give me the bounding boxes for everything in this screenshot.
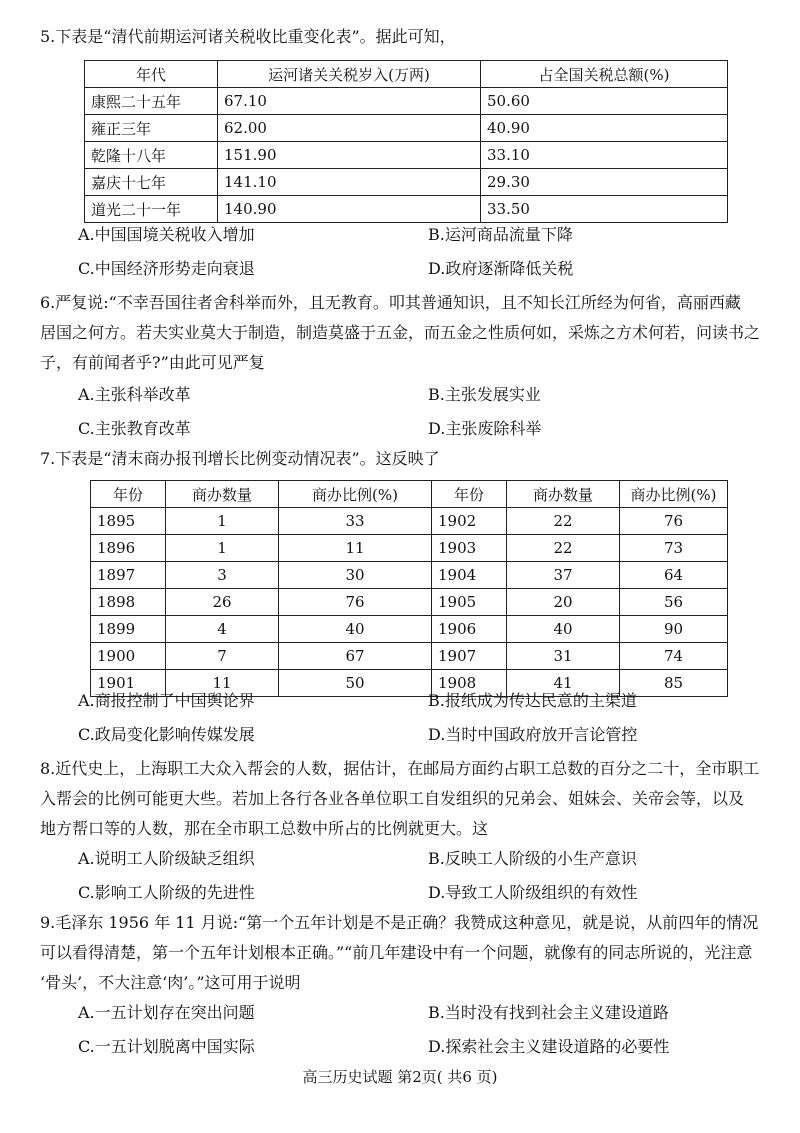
option-c[interactable]: C.政局变化影响传媒发展 bbox=[78, 725, 255, 744]
question-7-stem: 7.下表是“清末商办报刊增长比例变动情况表”。这反映了 bbox=[40, 449, 440, 468]
table-cell: 1896 bbox=[91, 535, 166, 562]
table-row bbox=[91, 616, 728, 643]
question-9 bbox=[40, 908, 780, 998]
option-a[interactable]: A.一五计划存在突出问题 bbox=[78, 1003, 255, 1022]
table-cell: 33.50 bbox=[481, 196, 728, 223]
table-cell: 141.10 bbox=[218, 169, 481, 196]
table-cell: 1905 bbox=[432, 589, 507, 616]
table-cell: 1895 bbox=[91, 508, 166, 535]
table-row bbox=[85, 169, 728, 196]
table-cell: 31 bbox=[507, 643, 620, 670]
option-a[interactable]: A.中国国境关税收入增加 bbox=[78, 225, 255, 244]
table-cell: 1899 bbox=[91, 616, 166, 643]
table-cell: 1907 bbox=[432, 643, 507, 670]
table-cell: 康熙二十五年 bbox=[85, 88, 218, 115]
table-cell: 33.10 bbox=[481, 142, 728, 169]
table-cell: 151.90 bbox=[218, 142, 481, 169]
option-b[interactable]: B.反映工人阶级的小生产意识 bbox=[428, 849, 637, 868]
table-cell: 22 bbox=[507, 535, 620, 562]
question-5-options bbox=[78, 218, 778, 286]
table-header: 年份 bbox=[432, 481, 507, 508]
option-c[interactable]: C.中国经济形势走向衰退 bbox=[78, 259, 255, 278]
question-7 bbox=[40, 444, 780, 474]
table-cell: 1 bbox=[166, 508, 279, 535]
question-5 bbox=[40, 22, 780, 52]
question-5-table bbox=[84, 60, 728, 223]
table-cell: 乾隆十八年 bbox=[85, 142, 218, 169]
option-b[interactable]: B.主张发展实业 bbox=[428, 385, 541, 404]
table-header: 商办数量 bbox=[507, 481, 620, 508]
table-cell: 1901 bbox=[91, 670, 166, 697]
table-cell: 1904 bbox=[432, 562, 507, 589]
table-cell: 29.30 bbox=[481, 169, 728, 196]
table-cell: 64 bbox=[620, 562, 728, 589]
table-cell: 1897 bbox=[91, 562, 166, 589]
table-cell: 20 bbox=[507, 589, 620, 616]
table-header: 商办比例(%) bbox=[620, 481, 728, 508]
table-cell: 11 bbox=[166, 670, 279, 697]
question-8-stem-line: 8.近代史上，上海职工大众入帮会的人数，据估计，在邮局方面约占职工总数的百分之二十，全市职工 bbox=[40, 759, 760, 778]
table-cell: 50.60 bbox=[481, 88, 728, 115]
table-cell: 76 bbox=[620, 508, 728, 535]
table-row bbox=[91, 643, 728, 670]
table-cell: 1 bbox=[166, 535, 279, 562]
table-row bbox=[91, 508, 728, 535]
question-6-options bbox=[78, 378, 778, 446]
table-cell: 道光二十一年 bbox=[85, 196, 218, 223]
table-header: 年份 bbox=[91, 481, 166, 508]
question-8-options bbox=[78, 842, 778, 910]
option-b[interactable]: B.运河商品流量下降 bbox=[428, 225, 573, 244]
option-b[interactable]: B.报纸成为传达民意的主渠道 bbox=[428, 691, 637, 710]
table-header: 年代 bbox=[85, 61, 218, 88]
question-9-stem-line: 可以看得清楚，第一个五年计划根本正确。”“前几年建设中有一个问题，就像有的同志所说的，光注意 bbox=[40, 943, 753, 962]
question-6-stem-line: 子，有前闻者乎?”由此可见严复 bbox=[40, 353, 265, 372]
option-d[interactable]: D.导致工人阶级组织的有效性 bbox=[428, 883, 638, 902]
option-d[interactable]: D.探索社会主义建设道路的必要性 bbox=[428, 1037, 670, 1056]
table-cell: 67 bbox=[279, 643, 432, 670]
table-cell: 33 bbox=[279, 508, 432, 535]
table-cell: 1900 bbox=[91, 643, 166, 670]
table-cell: 7 bbox=[166, 643, 279, 670]
table-cell: 1903 bbox=[432, 535, 507, 562]
question-9-stem-line: ‘骨头’，不大注意‘肉’。”这可用于说明 bbox=[40, 973, 301, 992]
question-8-stem-line: 入帮会的比例可能更大些。若加上各行各业各单位职工自发组织的兄弟会、姐妹会、关帝会等，以及 bbox=[40, 789, 745, 808]
option-b[interactable]: B.当时没有找到社会主义建设道路 bbox=[428, 1003, 669, 1022]
option-d[interactable]: D.当时中国政府放开言论管控 bbox=[428, 725, 638, 744]
table-cell: 40 bbox=[507, 616, 620, 643]
question-6-stem-line: 居国之何方。若夫实业莫大于制造，制造莫盛于五金，而五金之性质何如，采炼之方术何若，问读书之 bbox=[40, 323, 761, 342]
table-cell: 1908 bbox=[432, 670, 507, 697]
table-cell: 30 bbox=[279, 562, 432, 589]
option-a[interactable]: A.说明工人阶级缺乏组织 bbox=[78, 849, 255, 868]
table-cell: 76 bbox=[279, 589, 432, 616]
table-cell: 50 bbox=[279, 670, 432, 697]
question-9-options bbox=[78, 996, 778, 1064]
table-cell: 1902 bbox=[432, 508, 507, 535]
table-cell: 56 bbox=[620, 589, 728, 616]
table-header: 商办数量 bbox=[166, 481, 279, 508]
table-row bbox=[91, 589, 728, 616]
table-row bbox=[91, 562, 728, 589]
table-cell: 37 bbox=[507, 562, 620, 589]
table-cell: 90 bbox=[620, 616, 728, 643]
table-cell: 1906 bbox=[432, 616, 507, 643]
table-cell: 62.00 bbox=[218, 115, 481, 142]
table-header-row bbox=[85, 61, 728, 88]
table-cell: 雍正三年 bbox=[85, 115, 218, 142]
table-row bbox=[91, 535, 728, 562]
table-header: 运河诸关关税岁入(万两) bbox=[218, 61, 481, 88]
option-a[interactable]: A.商报控制了中国舆论界 bbox=[78, 691, 255, 710]
question-6 bbox=[40, 288, 780, 378]
option-c[interactable]: C.影响工人阶级的先进性 bbox=[78, 883, 255, 902]
table-row bbox=[85, 88, 728, 115]
table-cell: 73 bbox=[620, 535, 728, 562]
table-cell: 1898 bbox=[91, 589, 166, 616]
question-7-options bbox=[78, 684, 778, 752]
question-8-stem-line: 地方帮口等的人数，那在全市职工总数中所占的比例就更大。这 bbox=[40, 819, 489, 838]
option-d[interactable]: D.政府逐渐降低关税 bbox=[428, 259, 574, 278]
option-d[interactable]: D.主张废除科举 bbox=[428, 419, 542, 438]
table-row bbox=[85, 142, 728, 169]
table-cell: 40.90 bbox=[481, 115, 728, 142]
table-header: 商办比例(%) bbox=[279, 481, 432, 508]
table-header-row bbox=[91, 481, 728, 508]
table-cell: 67.10 bbox=[218, 88, 481, 115]
table-cell: 3 bbox=[166, 562, 279, 589]
question-9-stem-line: 9.毛泽东 1956 年 11 月说:“第一个五年计划是不是正确？我赞成这种意见，就是说，从前四年的情况 bbox=[40, 913, 759, 932]
option-a[interactable]: A.主张科举改革 bbox=[78, 385, 191, 404]
question-5-stem: 5.下表是“清代前期运河诸关税收比重变化表”。据此可知， bbox=[40, 27, 456, 46]
table-header: 占全国关税总额(%) bbox=[481, 61, 728, 88]
table-cell: 嘉庆十七年 bbox=[85, 169, 218, 196]
table-cell: 26 bbox=[166, 589, 279, 616]
table-row bbox=[85, 115, 728, 142]
table-cell: 85 bbox=[620, 670, 728, 697]
table-cell: 22 bbox=[507, 508, 620, 535]
table-cell: 41 bbox=[507, 670, 620, 697]
question-6-stem-line: 6.严复说:“不幸吾国往者舍科举而外，且无教育。叩其普通知识，且不知长江所经为何省，高丽西藏 bbox=[40, 293, 741, 312]
table-cell: 140.90 bbox=[218, 196, 481, 223]
table-cell: 40 bbox=[279, 616, 432, 643]
option-c[interactable]: C.一五计划脱离中国实际 bbox=[78, 1037, 255, 1056]
page-footer: 高三历史试题 第2页( 共6 页) bbox=[302, 1068, 498, 1086]
table-cell: 74 bbox=[620, 643, 728, 670]
question-8 bbox=[40, 754, 780, 844]
question-7-table bbox=[90, 480, 728, 697]
table-cell: 4 bbox=[166, 616, 279, 643]
option-c[interactable]: C.主张教育改革 bbox=[78, 419, 191, 438]
table-cell: 11 bbox=[279, 535, 432, 562]
